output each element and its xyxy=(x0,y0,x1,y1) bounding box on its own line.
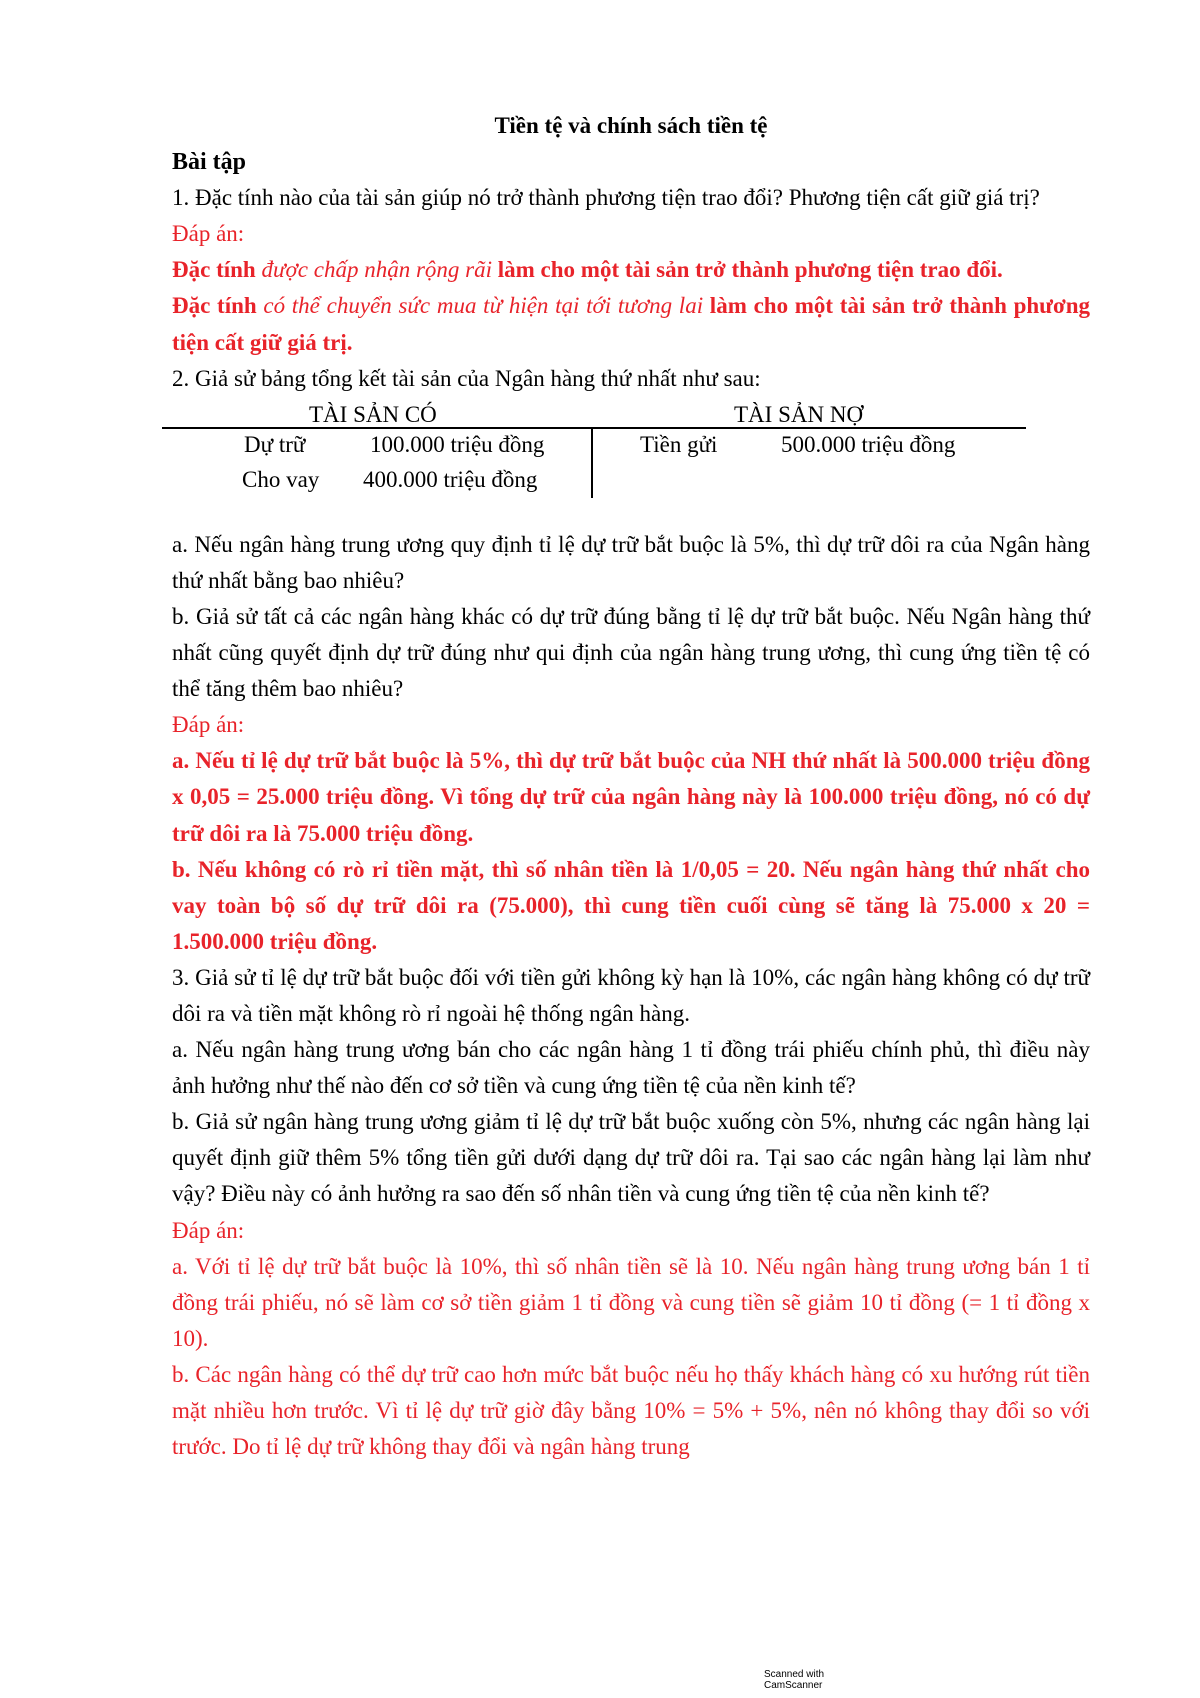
question-2-intro: 2. Giả sử bảng tổng kết tài sản của Ngân hàng thứ nhất như sau: xyxy=(172,365,761,391)
question-3-intro: 3. Giả sử tỉ lệ dự trữ bắt buộc đối với tiền gửi không kỳ hạn là 10%, các ngân hàng không có dự trữ dôi ra và tiền mặt không rò rỉ ngoài hệ thống ngân hàng. xyxy=(172,964,1090,1026)
answer-2-emphasis: có thể chuyển sức mua từ hiện tại tới tương lai xyxy=(263,293,704,319)
document-page xyxy=(172,108,1090,1465)
answer-2a: a. Nếu tỉ lệ dự trữ bắt buộc là 5%, thì dự trữ bắt buộc của NH thứ nhất là 500.000 triệu đồng x 0,05 = 25.000 triệu đồng. Vì tổng dự trữ của ngân hàng này là 100.000 triệu đồng, nó có dự trữ dôi ra là 75.000 triệu đồng. xyxy=(172,748,1090,846)
question-3a: a. Nếu ngân hàng trung ương bán cho các ngân hàng 1 tỉ đồng trái phiếu chính phủ, thì điều này ảnh hưởng như thế nào đến cơ sở tiền và cung ứng tiền tệ của nền kinh tế? xyxy=(172,1037,1090,1099)
document-title: Tiền tệ và chính sách tiền tệ xyxy=(494,113,768,138)
question-1: 1. Đặc tính nào của tài sản giúp nó trở thành phương tiện trao đổi? Phương tiện cất giữ giá trị? xyxy=(172,185,1040,211)
answer-1-post: làm cho một tài sản trở thành phương tiện trao đổi. xyxy=(491,257,1003,283)
section-heading: Bài tập xyxy=(172,149,247,176)
answer-label-3: Đáp án: xyxy=(172,1217,245,1243)
liability-label-deposits: Tiền gửi xyxy=(640,431,718,457)
watermark-line-2: CamScanner xyxy=(764,1680,823,1691)
question-2a: a. Nếu ngân hàng trung ương quy định tỉ lệ dự trữ bắt buộc là 5%, thì dự trữ dôi ra của Ngân hàng thứ nhất bằng bao nhiêu? xyxy=(172,531,1090,593)
answer-1-line-1 xyxy=(172,252,1090,288)
question-3b: b. Giả sử ngân hàng trung ương giảm tỉ lệ dự trữ bắt buộc xuống còn 5%, nhưng các ngân hàng lại quyết định giữ thêm 5% tổng tiền gửi dưới dạng dự trữ dôi ra. Tại sao các ngân hàng lại làm như vậy? Điều này có ảnh hưởng ra sao đến số nhân tiền và cung ứng tiền tệ của nền kinh tế? xyxy=(172,1109,1090,1207)
answer-2b: b. Nếu không có rò rỉ tiền mặt, thì số nhân tiền là 1/0,05 = 20. Nếu ngân hàng thứ nhất cho vay toàn bộ số dự trữ dôi ra (75.000), thì cung tiền cuối cùng sẽ tăng là 75.000 x 20 = 1.500.000 triệu đồng. xyxy=(172,856,1090,954)
answer-3a: a. Với tỉ lệ dự trữ bắt buộc là 10%, thì số nhân tiền sẽ là 10. Nếu ngân hàng trung ương bán 1 tỉ đồng trái phiếu, nó sẽ làm cơ sở tiền giảm 1 tỉ đồng và cung tiền sẽ giảm 10 tỉ đồng (= 1 tỉ đồng x 10). xyxy=(172,1253,1090,1351)
answer-3b: b. Các ngân hàng có thể dự trữ cao hơn mức bắt buộc nếu họ thấy khách hàng có xu hướng rút tiền mặt nhiều hơn trước. Vì tỉ lệ dự trữ giờ đây bằng 10% = 5% + 5%, nên nó không thay đổi so với trước. Do tỉ lệ dự trữ không thay đổi và ngân hàng trung xyxy=(172,1361,1090,1460)
liabilities-header: TÀI SẢN NỢ xyxy=(734,401,864,427)
camscanner-watermark xyxy=(764,1669,824,1691)
assets-header: TÀI SẢN CÓ xyxy=(309,401,437,427)
liability-value-deposits: 500.000 triệu đồng xyxy=(781,431,956,457)
table-divider xyxy=(591,428,593,498)
asset-value-loans: 400.000 triệu đồng xyxy=(363,466,538,492)
answer-label-2: Đáp án: xyxy=(172,712,245,738)
answer-2-post: làm cho một tài sản trở thành phương tiện cất giữ giá trị. xyxy=(172,293,1090,355)
asset-label-loans: Cho vay xyxy=(242,466,320,492)
asset-value-reserves: 100.000 triệu đồng xyxy=(370,431,545,457)
asset-label-reserves: Dự trữ xyxy=(244,431,306,457)
question-2b: b. Giả sử tất cả các ngân hàng khác có dự trữ đúng bằng tỉ lệ dự trữ bắt buộc. Nếu Ngân hàng thứ nhất cũng quyết định dự trữ đúng như qui định của ngân hàng trung ương, thì cung ứng tiền tệ có thể tăng thêm bao nhiêu? xyxy=(172,603,1090,702)
watermark-line-1: Scanned with xyxy=(764,1669,825,1680)
answer-1-emphasis: được chấp nhận rộng rãi xyxy=(261,257,492,283)
answer-1-pre: Đặc tính xyxy=(172,257,262,283)
answer-label-1: Đáp án: xyxy=(172,221,245,247)
answer-2-pre: Đặc tính xyxy=(172,293,264,319)
answer-1-line-2 xyxy=(172,288,1090,360)
balance-sheet-table xyxy=(172,397,1090,501)
